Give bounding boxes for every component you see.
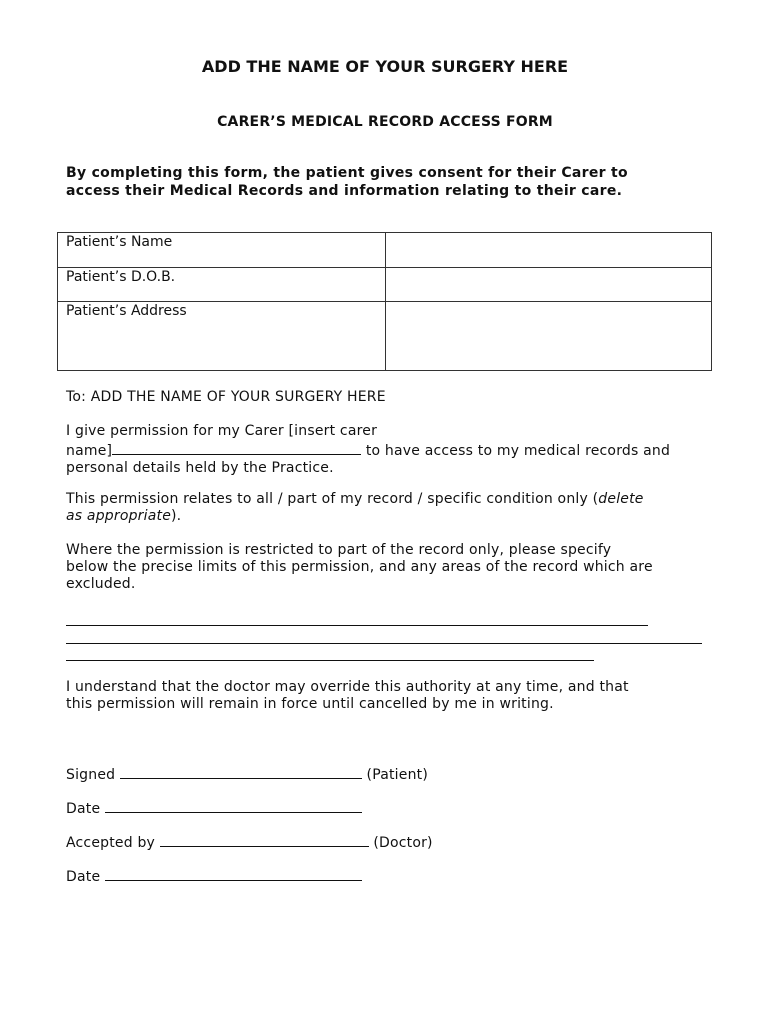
date-row-1	[66, 798, 362, 817]
form-title: CARER’S MEDICAL RECORD ACCESS FORM	[217, 114, 553, 130]
consent-intro	[66, 164, 706, 200]
surgery-title: ADD THE NAME OF YOUR SURGERY HERE	[201, 57, 569, 76]
accepted-row	[66, 832, 433, 851]
restriction-line-3: excluded.	[66, 576, 136, 592]
to-line: To: ADD THE NAME OF YOUR SURGERY HERE	[66, 389, 386, 405]
understanding-paragraph	[66, 679, 726, 713]
intro-line-1: By completing this form, the patient gives consent for their Carer to	[66, 165, 628, 181]
restriction-line-1: Where the permission is restricted to part of the record only, please specify	[66, 542, 612, 558]
patient-date-field[interactable]	[105, 798, 362, 813]
date-label-2: Date	[66, 869, 105, 885]
doctor-signature-field[interactable]	[160, 832, 369, 847]
carer-name-field[interactable]	[112, 440, 361, 455]
patient-suffix: (Patient)	[361, 767, 429, 783]
patient-address-field[interactable]	[386, 302, 712, 371]
date-label-1: Date	[66, 801, 105, 817]
permission-line-2-end: to have access to my medical records and	[361, 443, 671, 459]
intro-line-2: access their Medical Records and information relating to their care.	[66, 183, 623, 199]
patient-name-label: Patient’s Name	[58, 233, 386, 268]
date-row-2	[66, 866, 362, 885]
restriction-details-line-3[interactable]	[66, 660, 594, 661]
understanding-line-2: this permission will remain in force until cancelled by me in writing.	[66, 696, 554, 712]
restriction-paragraph	[66, 542, 726, 593]
patient-name-field[interactable]	[386, 233, 712, 268]
accepted-label: Accepted by	[66, 835, 160, 851]
scope-line-1-text: This permission relates to all / part of my record / specific condition only (	[66, 491, 599, 507]
patient-dob-label: Patient’s D.O.B.	[58, 268, 386, 302]
scope-line-2	[66, 508, 726, 525]
signed-label: Signed	[66, 767, 120, 783]
permission-name-prefix: name]	[66, 443, 113, 459]
permission-line-3: personal details held by the Practice.	[66, 460, 334, 476]
restriction-details-line-1[interactable]	[66, 625, 648, 626]
signed-row	[66, 764, 428, 783]
doctor-suffix: (Doctor)	[368, 835, 433, 851]
table-row	[58, 268, 712, 302]
permission-paragraph	[66, 423, 726, 477]
permission-line-1: I give permission for my Carer [insert carer	[66, 423, 378, 439]
scope-line-1	[66, 491, 726, 508]
patient-details-table	[57, 232, 712, 371]
patient-signature-field[interactable]	[120, 764, 362, 779]
appropriate-note: as appropriate	[66, 508, 172, 524]
delete-note: delete	[598, 491, 644, 507]
permission-line-2	[66, 440, 726, 460]
patient-dob-field[interactable]	[386, 268, 712, 302]
doctor-date-field[interactable]	[105, 866, 362, 881]
scope-line-2-end: ).	[171, 508, 182, 524]
patient-address-label: Patient’s Address	[58, 302, 386, 371]
restriction-line-2: below the precise limits of this permission, and any areas of the record which are	[66, 559, 653, 575]
understanding-line-1: I understand that the doctor may override this authority at any time, and that	[66, 679, 629, 695]
restriction-details-line-2[interactable]	[66, 643, 702, 644]
table-row	[58, 233, 712, 268]
table-row	[58, 302, 712, 371]
scope-paragraph	[66, 491, 726, 525]
